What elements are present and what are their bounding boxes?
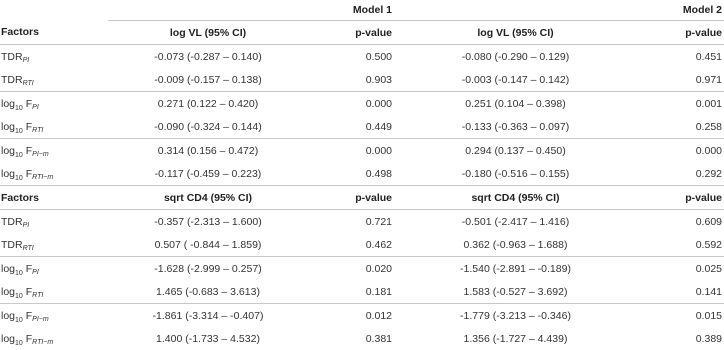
factor-base: F: [25, 144, 33, 157]
factor-subscript: RTI: [32, 291, 44, 299]
model-1-estimate: -0.073 (-0.287 – 0.140): [154, 50, 262, 63]
table-row: [0, 162, 724, 186]
log-base: 10: [15, 174, 23, 182]
factor-subscript: RTI: [22, 244, 34, 252]
log-base: 10: [15, 269, 23, 277]
model-2-p-value: 0.292: [695, 167, 722, 180]
factor-subscript: PI: [32, 103, 39, 111]
log-base: 10: [15, 292, 23, 300]
model-1-p-value: 0.721: [365, 215, 392, 228]
model-1-estimate: 1.400 (-1.733 – 4.532): [156, 332, 260, 345]
factor-base: F: [25, 332, 33, 345]
model-2-p-value: 0.000: [633, 139, 724, 163]
log-label: log: [1, 97, 16, 110]
log-base: 10: [15, 339, 23, 347]
model-1-estimate: -0.009 (-0.157 – 0.138): [154, 73, 262, 86]
table-row: [0, 139, 724, 163]
table-row: [0, 45, 724, 69]
factor-subscript: PI: [22, 56, 30, 64]
model-1-p-value: 0.498: [365, 167, 392, 180]
model-2-estimate: -0.501 (-2.417 – 1.416): [461, 215, 570, 228]
factor-base: TDR: [1, 238, 23, 251]
model-1-p-value: 0.020: [308, 257, 398, 281]
log-label: log: [1, 262, 16, 275]
log-base: 10: [15, 127, 23, 135]
model-2-estimate: 1.356 (-1.727 – 4.439): [463, 332, 568, 345]
model-1-p-value: 0.500: [365, 50, 392, 63]
model-2-estimate-heading: sqrt CD4 (95% CI): [398, 186, 633, 210]
factor-cell: [0, 210, 108, 234]
factor-subscript: RTI−m: [32, 173, 54, 181]
factor-base: F: [25, 262, 33, 275]
log-base: 10: [15, 151, 23, 159]
model-1-p-value: 0.000: [308, 139, 398, 163]
table-row: [0, 210, 724, 234]
model-2-estimate-heading: log VL (95% CI): [398, 21, 633, 45]
model-2-estimate: -0.180 (-0.516 – 0.155): [461, 167, 570, 180]
model-2-estimate: -0.003 (-0.147 – 0.142): [461, 73, 570, 86]
factor-subscript: RTI−m: [32, 338, 54, 346]
factor-subscript: RTI: [22, 79, 34, 87]
model-2-estimate: -0.133 (-0.363 – 0.097): [461, 120, 570, 133]
model-1-p-value: 0.462: [365, 238, 392, 251]
log-label: log: [1, 144, 16, 157]
table-row: [0, 280, 724, 304]
model-1-p-value-heading: p-value: [308, 21, 398, 45]
table-row: [0, 115, 724, 139]
model-2-p-value-heading: p-value: [633, 186, 724, 210]
model-2-estimate: 0.294 (0.137 – 0.450): [398, 139, 633, 163]
model-1-p-value: 0.000: [308, 92, 398, 116]
model-2-p-value-heading: p-value: [633, 21, 724, 45]
model-1-estimate-heading: log VL (95% CI): [108, 21, 308, 45]
model-1-p-value: 0.449: [365, 120, 392, 133]
model-1-estimate: 0.271 (0.122 – 0.420): [108, 92, 308, 116]
model-2-p-value: 0.258: [695, 120, 722, 133]
model-2-p-value: 0.389: [695, 332, 722, 345]
model-1-estimate-heading: sqrt CD4 (95% CI): [108, 186, 308, 210]
factor-base: TDR: [1, 50, 23, 63]
model-2-estimate: 1.583 (-0.527 – 3.692): [463, 285, 568, 298]
factor-subscript: PI: [32, 268, 39, 276]
factor-cell: [0, 233, 108, 257]
table-row: [0, 68, 724, 92]
factor-base: TDR: [1, 73, 23, 86]
table-row: [0, 92, 724, 116]
model-1-estimate: -0.357 (-2.313 – 1.600): [154, 215, 262, 228]
factor-base: F: [25, 309, 33, 322]
model-2-estimate: 0.362 (-0.963 – 1.688): [463, 238, 568, 251]
log-label: log: [1, 309, 16, 322]
table-row: [0, 257, 724, 281]
table-row: [0, 233, 724, 257]
table-row: [0, 327, 724, 350]
factors-heading: Factors: [0, 21, 108, 45]
model-1-p-value: 0.903: [365, 73, 392, 86]
model-1-estimate: -0.090 (-0.324 – 0.144): [154, 120, 262, 133]
factor-cell: [0, 115, 108, 139]
factor-cell: [0, 162, 108, 186]
model-1-p-value: 0.381: [365, 332, 392, 345]
log-label: log: [1, 285, 16, 298]
model-2-p-value: 0.025: [633, 257, 724, 281]
section-header-row: [0, 21, 724, 45]
log-base: 10: [15, 104, 23, 112]
factor-cell: [0, 92, 108, 116]
model-2-p-value: 0.592: [695, 238, 722, 251]
model-2-p-value: 0.141: [695, 285, 722, 298]
factor-subscript: PI−m: [32, 150, 49, 158]
model-1-heading: Model 1: [108, 0, 398, 21]
model-1-estimate: 0.314 (0.156 – 0.472): [108, 139, 308, 163]
factor-cell: [0, 327, 108, 350]
model-1-estimate: 1.465 (-0.683 – 3.613): [156, 285, 260, 298]
model-1-estimate: -1.628 (-2.999 – 0.257): [108, 257, 308, 281]
factor-cell: [0, 45, 108, 69]
factor-base: F: [25, 285, 33, 298]
model-1-p-value-heading: p-value: [308, 186, 398, 210]
factor-base: F: [25, 97, 33, 110]
model-2-estimate: 0.251 (0.104 – 0.398): [398, 92, 633, 116]
log-label: log: [1, 120, 16, 133]
table-row: [0, 304, 724, 328]
factor-subscript: RTI: [32, 126, 44, 134]
factor-subscript: PI−m: [32, 315, 49, 323]
model-2-heading: Model 2: [398, 0, 724, 21]
model-2-p-value: 0.971: [695, 73, 722, 86]
model-1-estimate: -1.861 (-3.314 – -0.407): [108, 304, 308, 328]
model-2-p-value: 0.451: [695, 50, 722, 63]
model-1-estimate: -0.117 (-0.459 – 0.223): [154, 167, 262, 180]
model-header-row: [0, 0, 724, 21]
model-2-p-value: 0.015: [633, 304, 724, 328]
factor-cell: [0, 280, 108, 304]
factor-subscript: PI: [22, 221, 30, 229]
factor-cell: [0, 68, 108, 92]
model-2-p-value: 0.609: [695, 215, 722, 228]
model-2-estimate: -0.080 (-0.290 – 0.129): [461, 50, 570, 63]
log-label: log: [1, 167, 16, 180]
log-base: 10: [15, 316, 23, 324]
model-1-p-value: 0.181: [365, 285, 392, 298]
model-1-p-value: 0.012: [308, 304, 398, 328]
blank-cell: [0, 0, 108, 21]
section-header-row: [0, 186, 724, 210]
model-2-estimate: -1.779 (-3.213 – -0.346): [398, 304, 633, 328]
factor-cell: [0, 139, 108, 163]
factor-base: TDR: [1, 215, 23, 228]
factor-cell: [0, 304, 108, 328]
factors-heading: Factors: [0, 186, 108, 210]
factor-base: F: [25, 167, 33, 180]
model-2-p-value: 0.001: [633, 92, 724, 116]
factor-base: F: [25, 120, 33, 133]
model-1-estimate: 0.507 ( -0.844 – 1.859): [154, 238, 262, 251]
factor-cell: [0, 257, 108, 281]
model-2-estimate: -1.540 (-2.891 – -0.189): [398, 257, 633, 281]
log-label: log: [1, 332, 16, 345]
